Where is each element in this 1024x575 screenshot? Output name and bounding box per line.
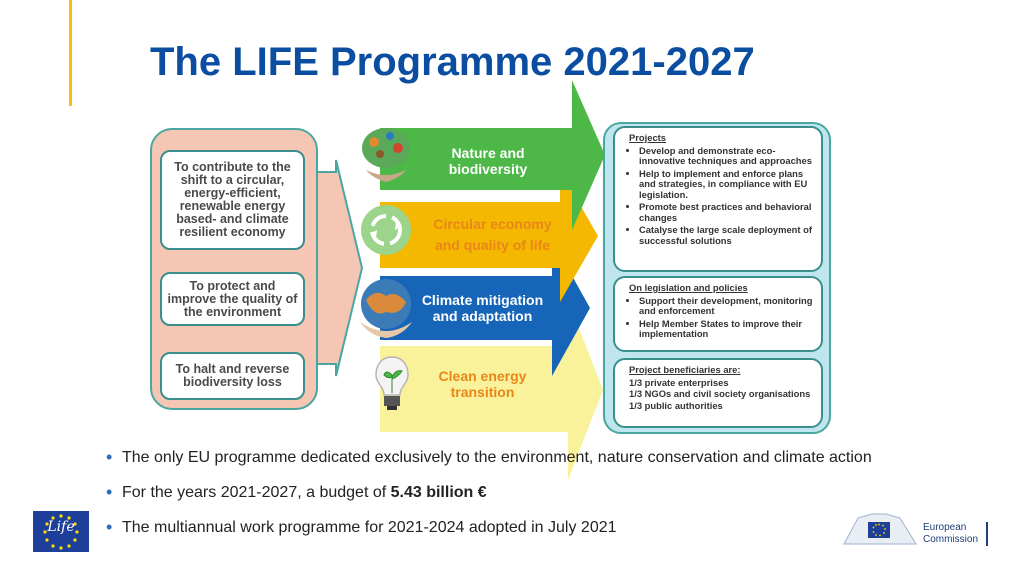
theme-clean-energy-line1: Clean energy	[438, 368, 527, 384]
theme-circular-line1: Circular economy	[433, 216, 552, 232]
ec-logo-text	[923, 522, 978, 546]
bullet-dot-icon: •	[106, 482, 113, 502]
bullet-text: The multiannual work programme for 2021-2024 adopted in July 2021	[122, 518, 617, 536]
projects-item: • Help to implement and enforce plans and strategies, in compliance with EU legislation.	[639, 169, 815, 201]
theme-circular	[420, 214, 565, 256]
theme-nature-line1: Nature and	[451, 145, 525, 161]
objective-environment: To protect and improve the quality of the environment	[160, 272, 305, 326]
beneficiaries-box	[613, 358, 823, 428]
beneficiary-item: 1/3 NGOs and civil society organisations	[629, 388, 811, 399]
bullet-text	[122, 484, 487, 502]
projects-item: • Catalyse the large scale deployment of successful solutions	[639, 225, 815, 246]
lightbulb-icon	[372, 353, 412, 413]
recycle-icon	[360, 200, 412, 260]
theme-clean-energy	[420, 368, 545, 400]
beneficiary-item: 1/3 private enterprises	[629, 376, 729, 388]
theme-clean-energy-line2: transition	[450, 384, 515, 400]
budget-prefix: For the years 2021-2027, a budget of	[122, 483, 391, 501]
theme-circular-line2: and quality of life	[434, 237, 551, 253]
objective-circular-economy: To contribute to the shift to a circular, energy-efficient, renewable energy based- and climate resilient economy	[160, 150, 305, 250]
globe-hands-icon	[356, 276, 416, 340]
budget-amount: 5.43 billion €	[390, 483, 487, 501]
projects-heading: Projects	[629, 132, 666, 143]
beneficiary-item: 1/3 public authorities	[629, 399, 723, 411]
objectives-arrow	[316, 160, 362, 376]
legislation-heading: On legislation and policies	[629, 282, 748, 293]
bullet-text: The only EU programme dedicated exclusively to the environment, nature conservation and climate action	[122, 448, 872, 466]
page-title: The LIFE Programme 2021-2027	[150, 40, 755, 84]
life-logo	[33, 511, 89, 552]
theme-nature-line2: biodiversity	[448, 161, 528, 177]
objective-biodiversity: To halt and reverse biodiversity loss	[160, 352, 305, 400]
projects-item: • Promote best practices and behavioral changes	[639, 202, 815, 223]
european-commission-logo	[842, 508, 990, 548]
bullet-dot-icon: •	[106, 447, 113, 467]
theme-climate-line1: Climate mitigation	[421, 292, 544, 308]
bullet-dot-icon: •	[106, 517, 113, 537]
life-logo-text: Life	[47, 519, 75, 535]
beneficiaries-heading: Project beneficiaries are:	[629, 364, 741, 375]
legislation-box	[613, 276, 823, 352]
legislation-item: • Support their development, monitoring and enforcement	[639, 296, 815, 317]
bullet-item	[106, 440, 986, 475]
ec-logo-bar	[986, 522, 988, 546]
ec-line1: European	[923, 522, 967, 533]
projects-item: • Develop and demonstrate eco-innovative techniques and approaches	[639, 146, 815, 167]
bullet-item	[106, 475, 986, 510]
theme-nature	[418, 145, 558, 177]
theme-climate-line2: and adaptation	[432, 308, 533, 324]
theme-climate	[410, 292, 555, 324]
nature-icon	[360, 126, 412, 184]
projects-box	[613, 126, 823, 272]
legislation-item: • Help Member States to improve their implementation	[639, 319, 815, 340]
ec-building-icon	[842, 508, 922, 548]
ec-line2: Commission	[923, 534, 979, 545]
